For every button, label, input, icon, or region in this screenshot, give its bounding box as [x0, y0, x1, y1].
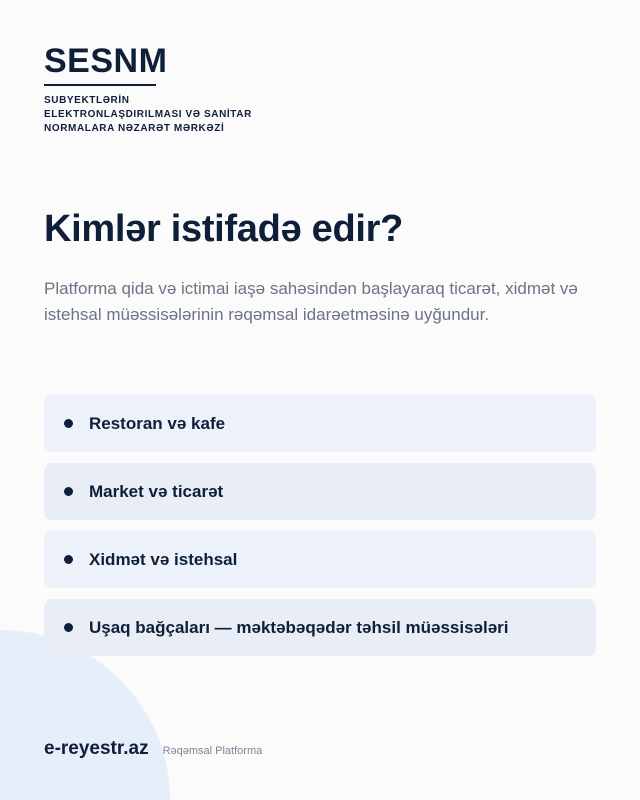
list-item-label: Xidmət və istehsal [89, 549, 238, 569]
page-title: Kimlər istifadə edir? [44, 208, 404, 250]
bullet-icon [64, 419, 73, 428]
list-item-label: Restoran və kafe [89, 413, 226, 433]
bullet-icon [64, 487, 73, 496]
lead-paragraph: Platforma qida və ictimai iaşə sahəsindən başlayaraq ticarət, xidmət və istehsal müəssisələrinin rəqəmsal idarəetməsinə uyğundur. [44, 279, 578, 324]
brand-underline [44, 84, 156, 86]
brand-subtitle-line: SUBYEKTLƏRİN [44, 95, 130, 106]
brand-logo-text: SESNM [44, 42, 168, 80]
list-item-label: Uşaq bağçaları — məktəbəqədər təhsil müəssisələri [89, 617, 509, 637]
list-item [44, 599, 596, 656]
list-item [44, 463, 596, 520]
brand-subtitle [44, 94, 252, 136]
bullet-icon [64, 555, 73, 564]
footer-tagline: Rəqəmsal Platforma [162, 745, 263, 757]
brand-subtitle-line: NORMALARA NƏZARƏT MƏRKƏZİ [44, 123, 225, 134]
brand-block [44, 42, 252, 136]
list-item [44, 531, 596, 588]
footer [44, 738, 262, 760]
audience-list [44, 395, 596, 667]
list-item-label: Market və ticarət [89, 481, 224, 501]
bullet-icon [64, 623, 73, 632]
list-item [44, 395, 596, 452]
footer-domain-link[interactable]: e-reyestr.az [44, 738, 149, 759]
brand-subtitle-line: ELEKTRONLAŞDIRILMASI VƏ SANİTAR [44, 109, 252, 120]
